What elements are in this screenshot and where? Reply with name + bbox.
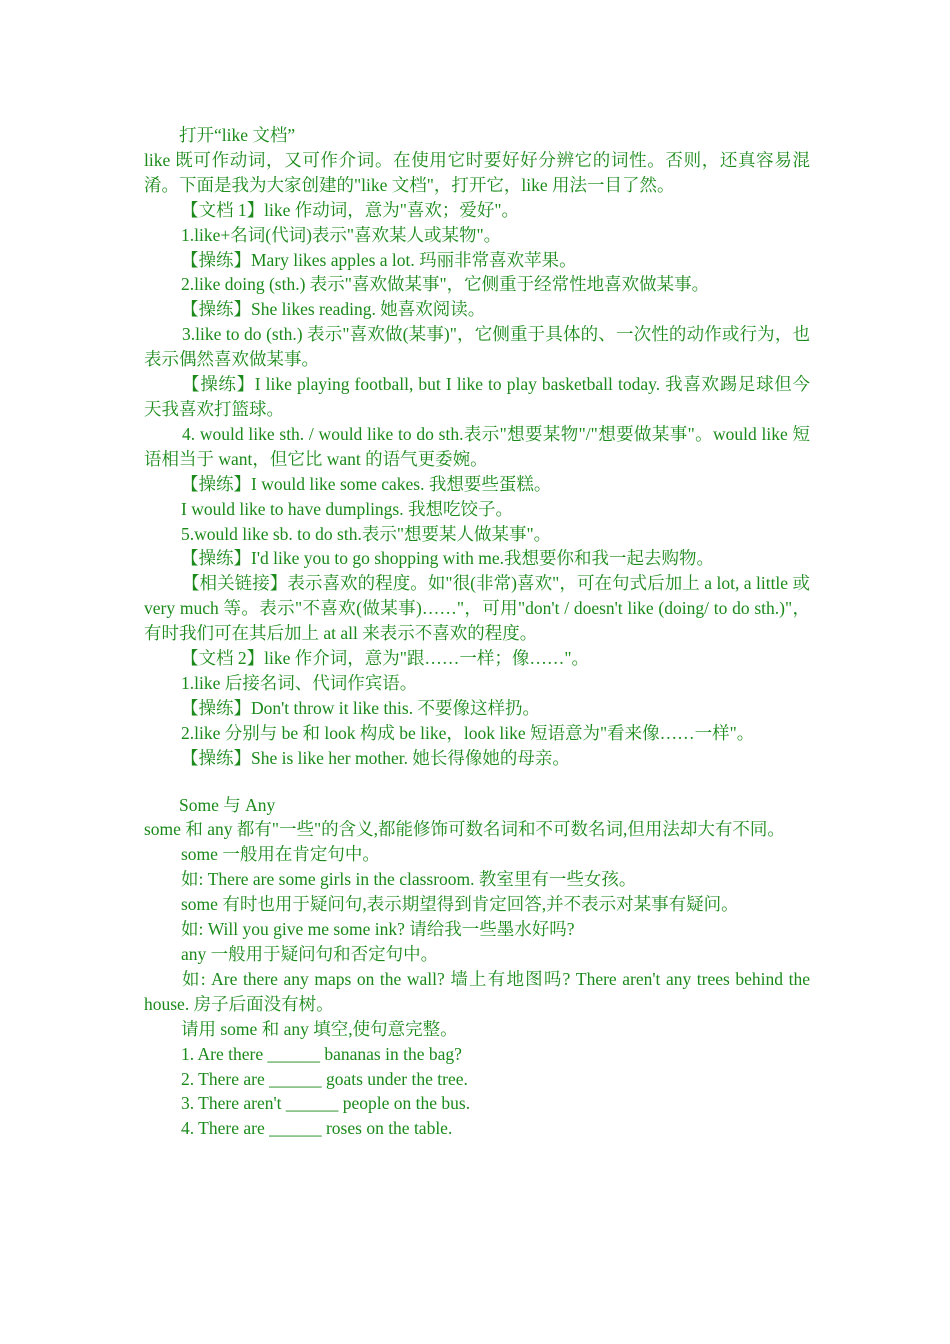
like-intro-paragraph: like 既可作动词，又可作介词。在使用它时要好好分辨它的词性。否则，还真容易混淆。下面是我为大家创建的"like 文档"，打开它，like 用法一目了然。 [144, 149, 810, 195]
like-practice-4: 【操练】I would like some cakes. 我想要些蛋糕。 [181, 473, 552, 494]
like-rule-4-paragraph: 4. would like sth. / would like to do sth.表示"想要某物"/"想要做某事"。would like 短语相当于 want，但它比 want 的语气更委婉。 [144, 423, 810, 469]
like-rule-5: 5.would like sb. to do sth.表示"想要某人做某事"。 [181, 523, 552, 544]
some-any-intro-paragraph: some 和 any 都有"一些"的含义,都能修饰可数名词和不可数名词,但用法却大有不同。 [144, 819, 785, 840]
some-example-2: 如: Will you give me some ink? 请给我一些墨水好吗? [181, 919, 575, 940]
like-doc2-heading: 【文档 2】like 作介词，意为"跟……一样；像……"。 [181, 648, 590, 669]
any-rule-1: any 一般用于疑问句和否定句中。 [181, 944, 439, 964]
like-doc1-heading: 【文档 1】like 作动词，意为"喜欢；爱好"。 [181, 199, 520, 220]
exercise-item-4: 4. There are ______ roses on the table. [181, 1118, 453, 1139]
like-practice-4b: I would like to have dumplings. 我想吃饺子。 [181, 498, 513, 519]
like-rule-1: 1.like+名词(代词)表示"喜欢某人或某物"。 [181, 224, 502, 245]
document-body [144, 123, 810, 1141]
like-prep-rule-1: 1.like 后接名词、代词作宾语。 [181, 672, 418, 693]
like-rule-2: 2.like doing (sth.) 表示"喜欢做某事"，它侧重于经常性地喜欢做某事。 [181, 274, 710, 295]
like-practice-2: 【操练】She likes reading. 她喜欢阅读。 [181, 299, 486, 320]
some-rule-1: some 一般用在肯定句中。 [181, 844, 380, 865]
some-any-section-title: Some 与 Any [179, 794, 276, 815]
exercise-item-3: 3. There aren't ______ people on the bus. [181, 1093, 471, 1114]
like-section-title: 打开“like 文档” [179, 125, 296, 145]
like-practice-3-paragraph: 【操练】I like playing football, but I like to play basketball today. 我喜欢踢足球但今天我喜欢打篮球。 [144, 374, 810, 419]
like-prep-practice-2: 【操练】She is like her mother. 她长得像她的母亲。 [181, 747, 570, 768]
exercise-instruction: 请用 some 和 any 填空,使句意完整。 [181, 1018, 458, 1039]
exercise-item-1: 1. Are there ______ bananas in the bag? [181, 1043, 462, 1064]
some-rule-2: some 有时也用于疑问句,表示期望得到肯定回答,并不表示对某事有疑问。 [181, 894, 739, 915]
like-practice-1: 【操练】Mary likes apples a lot. 玛丽非常喜欢苹果。 [181, 249, 577, 270]
like-prep-rule-2: 2.like 分别与 be 和 look 构成 be like，look like 短语意为"看来像……一样"。 [181, 722, 755, 743]
any-example-paragraph: 如: Are there any maps on the wall? 墙上有地图吗? There aren't any trees behind the house. 房子后面没有树。 [144, 968, 810, 1014]
like-practice-5: 【操练】I'd like you to go shopping with me.我想要你和我一起去购物。 [181, 548, 714, 569]
exercise-item-2: 2. There are ______ goats under the tree. [181, 1068, 468, 1089]
section-spacer [144, 771, 810, 793]
some-example-1: 如: There are some girls in the classroom. 教室里有一些女孩。 [181, 869, 637, 890]
like-related-link-paragraph: 【相关链接】表示喜欢的程度。如"很(非常)喜欢"，可在句式后加上 a lot, a little 或 very much 等。表示"不喜欢(做某事)……"，可用"don't / doesn't like (doing/ to do sth.)"，有时我们可在其后加上 at all 来表示不喜欢的程度。 [144, 573, 810, 644]
like-rule-3-paragraph: 3.like to do (sth.) 表示"喜欢做(某事)"，它侧重于具体的、一次性的动作或行为，也表示偶然喜欢做某事。 [144, 324, 810, 370]
like-prep-practice-1: 【操练】Don't throw it like this. 不要像这样扔。 [181, 697, 540, 718]
